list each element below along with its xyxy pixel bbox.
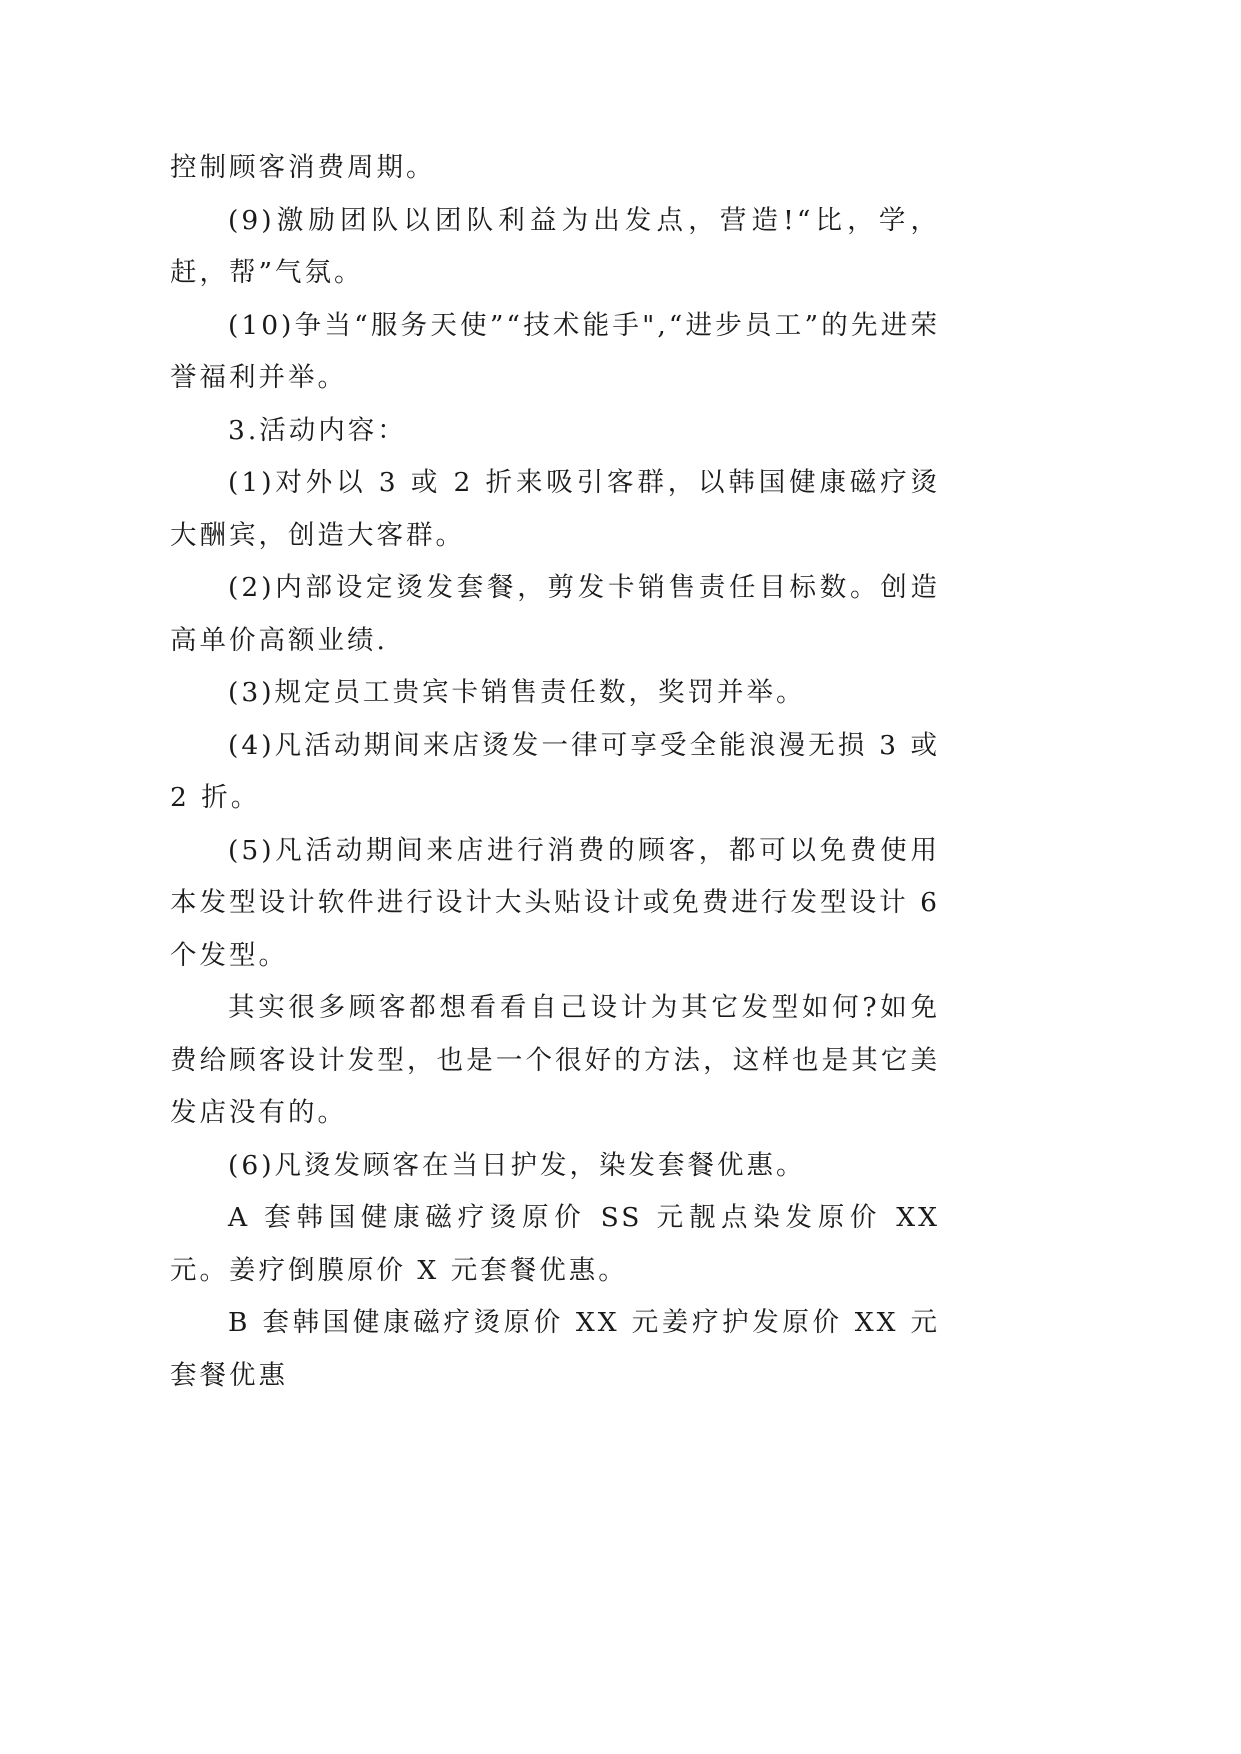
paragraph-3: (10)争当“服务天使”“技术能手",“进步员工”的先进荣誉福利并举。 [170,309,940,393]
document-body [170,142,940,1402]
paragraph-7: (3)规定员工贵宾卡销售责任数，奖罚并举。 [228,677,806,708]
paragraph-12: A 套韩国健康磁疗烫原价 SS 元靓点染发原价 XX 元。姜疗倒膜原价 X 元套餐优惠。 [170,1202,940,1286]
paragraph-13: B 套韩国健康磁疗烫原价 XX 元姜疗护发原价 XX 元套餐优惠 [170,1307,940,1391]
paragraph-8: (4)凡活动期间来店烫发一律可享受全能浪漫无损 3 或 2 折。 [170,729,940,813]
paragraph-1: 控制顾客消费周期。 [170,152,436,183]
section-heading-activity-content: 3.活动内容： [228,414,407,446]
paragraph-9: (5)凡活动期间来店进行消费的顾客，都可以免费使用本发型设计软件进行设计大头贴设计或免费进行发型设计 6 个发型。 [170,834,940,971]
paragraph-2: (9)激励团队以团队利益为出发点，营造!“比，学，赶，帮”气氛。 [170,204,940,288]
paragraph-6: (2)内部设定烫发套餐，剪发卡销售责任目标数。创造高单价高额业绩. [170,572,940,656]
paragraph-5: (1)对外以 3 或 2 折来吸引客群，以韩国健康磁疗烫大酬宾，创造大客群。 [170,467,940,551]
paragraph-10: 其实很多顾客都想看看自己设计为其它发型如何?如免费给顾客设计发型，也是一个很好的方法，这样也是其它美发店没有的。 [170,992,940,1128]
paragraph-11: (6)凡烫发顾客在当日护发，染发套餐优惠。 [228,1149,806,1181]
